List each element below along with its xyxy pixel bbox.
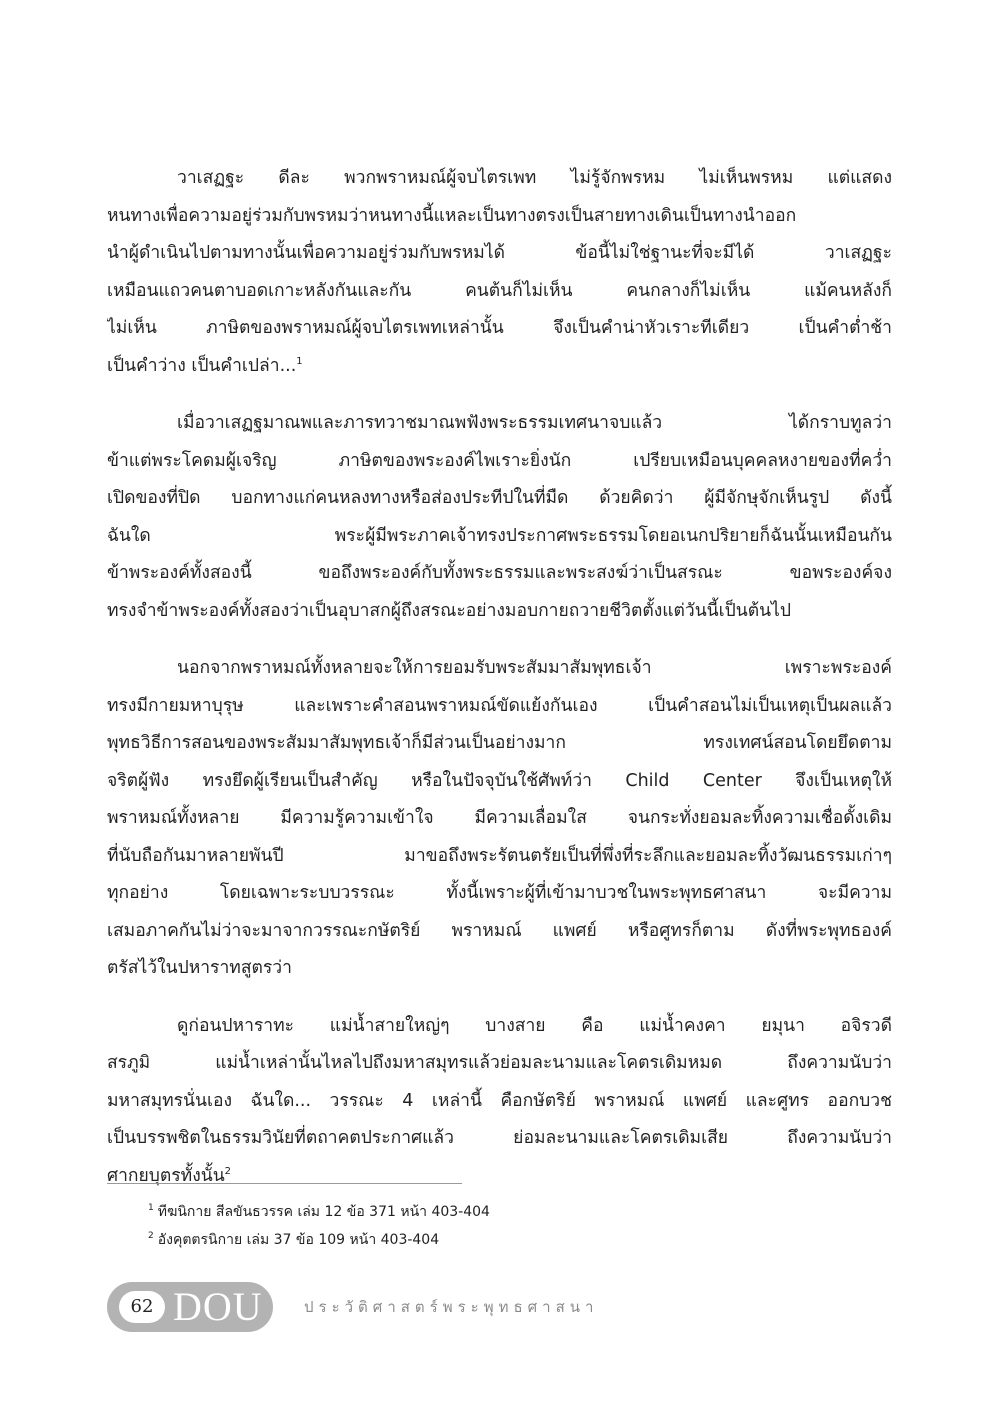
page-footer (107, 1282, 907, 1332)
text-line: ข้าพระองค์ทั้งสองนี้ ขอถึงพระองค์กับทั้งพระธรรมและพระสงฆ์ว่าเป็นสรณะ ขอพระองค์จง (107, 563, 892, 583)
footnote-ref-1[interactable]: 1 (296, 355, 303, 367)
text-line: เปิดของที่ปิด บอกทางแก่คนหลงทางหรือส่องประทีปในที่มืด ด้วยคิดว่า ผู้มีจักษุจักเห็นรูป ดังนี้ (107, 488, 892, 508)
footnotes (148, 1198, 748, 1254)
book-title: ประวัติศาสตร์พระพุทธศาสนา (304, 1298, 599, 1316)
text-line: ไม่เห็น ภาษิตของพราหมณ์ผู้จบไตรเพทเหล่านั้น จึงเป็นคำน่าหัวเราะทีเดียว เป็นคำต่ำช้า (107, 318, 892, 338)
footnote-ref-2[interactable]: 2 (224, 1165, 232, 1177)
text-line: ทรงจำข้าพระองค์ทั้งสองว่าเป็นอุบาสกผู้ถึงสรณะอย่างมอบกายถวายชีวิตตั้งแต่วันนี้เป็นต้นไป (107, 600, 791, 621)
text-line: เสมอภาคกันไม่ว่าจะมาจากวรรณะกษัตริย์ พราหมณ์ แพศย์ หรือศูทรก็ตาม ดังที่พระพุทธองค์ (107, 920, 892, 941)
footnote-1 (148, 1198, 748, 1226)
footnote-number: 1 (148, 1203, 154, 1214)
text-line: จริตผู้ฟัง ทรงยึดผู้เรียนเป็นสำคัญ หรือในปัจจุบันใช้ศัพท์ว่า Child Center จึงเป็นเหตุให้ (107, 770, 892, 791)
page-badge (107, 1282, 273, 1332)
text-line: ที่นับถือกันมาหลายพันปี มาขอถึงพระรัตนตรัยเป็นที่พึ่งที่ระลึกและยอมละทิ้งวัฒนธรรมเก่าๆ (107, 845, 892, 866)
text-line: พุทธวิธีการสอนของพระสัมมาสัมพุทธเจ้าก็มีส่วนเป็นอย่างมาก ทรงเทศน์สอนโดยยึดตาม (107, 733, 892, 753)
text-line: นำผู้ดำเนินไปตามทางนั้นเพื่อความอยู่ร่วมกับพรหมได้ ข้อนี้ไม่ใช่ฐานะที่จะมีได้ วาเสฏฐะ (107, 243, 892, 263)
text-line: ฉันใด พระผู้มีพระภาคเจ้าทรงประกาศพระธรรมโดยอเนกปริยายก็ฉันนั้นเหมือนกัน (107, 525, 892, 546)
body-text (107, 160, 892, 1215)
text-line: พราหมณ์ทั้งหลาย มีความรู้ความเข้าใจ มีความเลื่อมใส จนกระทั่งยอมละทิ้งความเชื่อดั้งเดิม (107, 808, 892, 828)
paragraph-4 (107, 1008, 892, 1196)
paragraph-3 (107, 650, 892, 988)
text-line: ทรงมีกายมหาบุรุษ และเพราะคำสอนพราหมณ์ขัดแย้งกันเอง เป็นคำสอนไม่เป็นเหตุเป็นผลแล้ว (107, 695, 892, 716)
paragraph-2 (107, 405, 892, 630)
footnote-text: อังคุตตรนิกาย เล่ม 37 ข้อ 109 หน้า 403-404 (157, 1232, 440, 1248)
text-line-content: เป็นคำว่าง เป็นคำเปล่า... (107, 355, 297, 376)
text-line: มหาสมุทรนั่นเอง ฉันใด... วรรณะ 4 เหล่านี้ คือกษัตริย์ พราหมณ์ แพศย์ และศูทร ออกบวช (107, 1090, 892, 1111)
footnote-divider (107, 1183, 462, 1184)
text-line: วาเสฏฐะ ดีละ พวกพราหมณ์ผู้จบไตรเพท ไม่รู้จักพรหม ไม่เห็นพรหม แต่แสดง (177, 168, 892, 188)
paragraph-1 (107, 160, 892, 385)
text-line: หนทางเพื่อความอยู่ร่วมกับพรหมว่าหนทางนี้แหละเป็นทางตรงเป็นสายทางเดินเป็นทางนำออก (107, 205, 797, 226)
text-line: ดูก่อนปหาราทะ แม่น้ำสายใหญ่ๆ บางสาย คือ แม่น้ำคงคา ยมุนา อจิรวดี (177, 1015, 892, 1036)
text-line: นอกจากพราหมณ์ทั้งหลายจะให้การยอมรับพระสัมมาสัมพุทธเจ้า เพราะพระองค์ (177, 658, 892, 678)
footnote-2 (148, 1226, 748, 1254)
text-line: เมื่อวาเสฏฐมาณพและภารทวาชมาณพฟังพระธรรมเทศนาจบแล้ว ได้กราบทูลว่า (177, 413, 892, 433)
text-line: ข้าแต่พระโคดมผู้เจริญ ภาษิตของพระองค์ไพเราะยิ่งนัก เปรียบเหมือนบุคคลหงายของที่คว่ำ (107, 450, 892, 471)
text-line-last: ตรัสไว้ในปหาราทสูตรว่า (107, 958, 292, 978)
page-number: 62 (119, 1291, 165, 1323)
text-line-content: ศากยบุตรทั้งนั้น (107, 1165, 225, 1186)
text-line: เหมือนแถวคนตาบอดเกาะหลังกันและกัน คนต้นก็ไม่เห็น คนกลางก็ไม่เห็น แม้คนหลังก็ (107, 280, 892, 301)
footnote-number: 2 (148, 1231, 154, 1242)
text-line: เป็นบรรพชิตในธรรมวินัยที่ตถาคตประกาศแล้ว ย่อมละนามและโคตรเดิมเสีย ถึงความนับว่า (107, 1128, 892, 1148)
text-line-last (107, 1158, 892, 1196)
text-line: สรภูมิ แม่น้ำเหล่านั้นไหลไปถึงมหาสมุทรแล้วย่อมละนามและโคตรเดิมหมด ถึงความนับว่า (107, 1053, 892, 1073)
dou-logo: DOU (173, 1284, 263, 1329)
text-line-last (107, 348, 892, 386)
footnote-text: ทีฆนิกาย สีลขันธวรรค เล่ม 12 ข้อ 371 หน้า 403-404 (157, 1204, 490, 1220)
text-line: ทุกอย่าง โดยเฉพาะระบบวรรณะ ทั้งนี้เพราะผู้ที่เข้ามาบวชในพระพุทธศาสนา จะมีความ (107, 883, 892, 903)
